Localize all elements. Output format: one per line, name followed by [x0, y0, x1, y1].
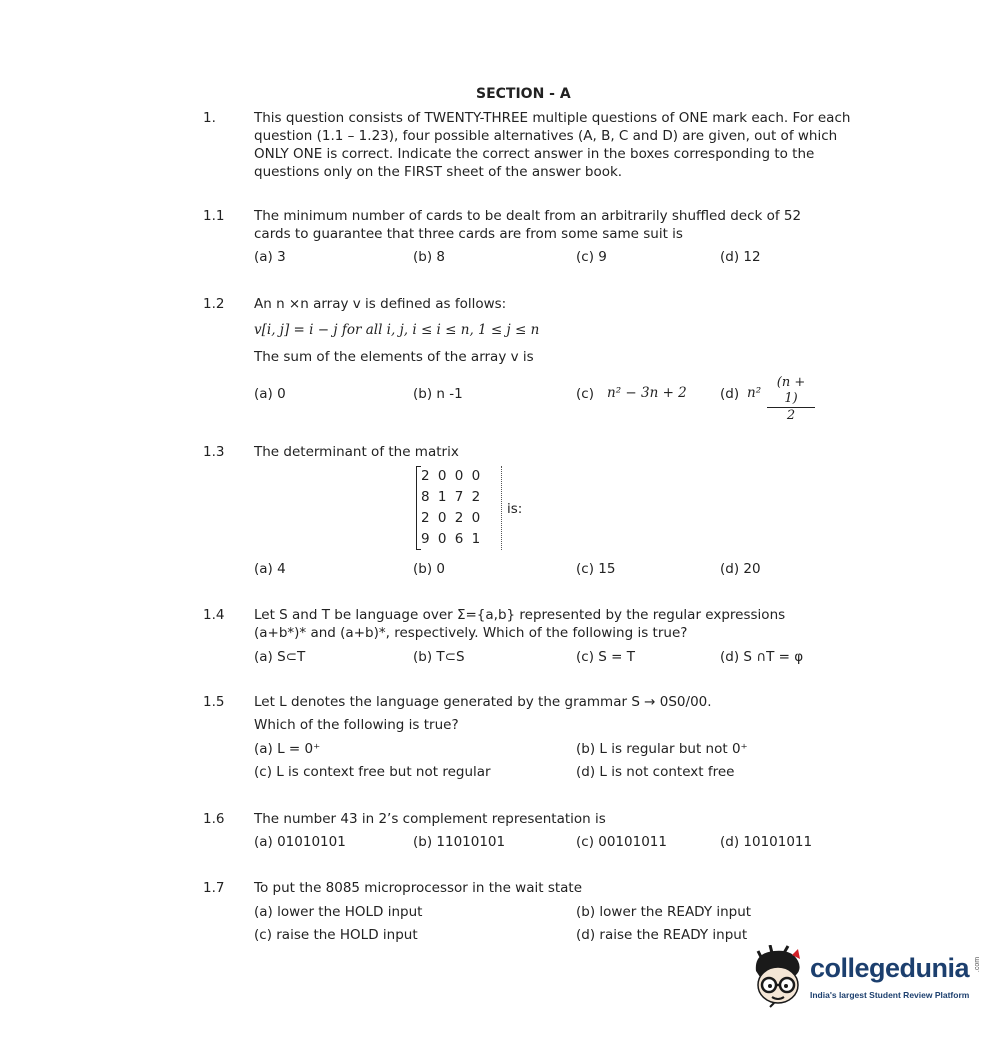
option-d: (d) raise the READY input [576, 927, 748, 943]
instructions-paragraph: This question consists of TWENTY-THREE multiple questions of ONE mark each. For each question (1.1 – 1.23), four possible alternatives (A, B, C and D) are given, out of which ONLY ONE is correct. Indicate the correct answer in the boxes corresponding to the questions only on the FIRST sheet of the answer book. [254, 110, 851, 180]
question-text: Which of the following is true? [254, 717, 459, 733]
option-d-fraction [767, 375, 815, 424]
option-b: (b) L is regular but not 0⁺ [576, 741, 748, 757]
matrix-row: 2 0 2 0 [421, 510, 481, 526]
fraction-numerator: (n + 1) [767, 375, 815, 408]
matrix-right-bracket [501, 466, 502, 550]
option-c: (c) raise the HOLD input [254, 927, 418, 943]
option-a: (a) 0 [254, 386, 286, 402]
matrix-row: 2 0 0 0 [421, 468, 481, 484]
option-c: (c) 00101011 [576, 834, 667, 850]
question-number: 1.1 [203, 208, 225, 224]
option-a: (a) lower the HOLD input [254, 904, 423, 920]
question-number: 1.6 [203, 811, 225, 827]
option-b: (b) lower the READY input [576, 904, 752, 920]
question-number: 1.3 [203, 444, 225, 460]
matrix-row: 8 1 7 2 [421, 489, 481, 505]
question-text: The minimum number of cards to be dealt from an arbitrarily shuffled deck of 52 [254, 208, 802, 224]
determinant-matrix [416, 466, 509, 550]
option-a: (a) 4 [254, 561, 286, 577]
option-d-prefix: n² [747, 385, 762, 401]
option-c: (c) S = T [576, 649, 635, 665]
question-text: The determinant of the matrix [254, 444, 459, 460]
question-number: 1. [203, 110, 216, 126]
option-d: (d) S ∩T = φ [720, 649, 804, 665]
matrix-row: 9 0 6 1 [421, 531, 481, 547]
question-text: cards to guarantee that three cards are from some same suit is [254, 226, 683, 242]
option-c: (c) 9 [576, 249, 607, 265]
matrix-suffix: is: [507, 501, 523, 517]
option-c: (c) L is context free but not regular [254, 764, 491, 780]
question-text: An n ×n array v is defined as follows: [254, 296, 507, 312]
option-c-expression: n² − 3n + 2 [607, 385, 687, 401]
question-text: The number 43 in 2’s complement representation is [254, 811, 606, 827]
option-b: (b) 0 [413, 561, 445, 577]
option-b: (b) 11010101 [413, 834, 506, 850]
array-definition-formula: v[i, j] = i − j for all i, j, i ≤ i ≤ n, 1 ≤ j ≤ n [254, 322, 540, 338]
question-text: (a+b*)* and (a+b)*, respectively. Which of the following is true? [254, 625, 688, 641]
question-number: 1.2 [203, 296, 225, 312]
option-d: (d) 10101011 [720, 834, 813, 850]
question-number: 1.7 [203, 880, 225, 896]
question-text: Let S and T be language over Σ={a,b} represented by the regular expressions [254, 607, 786, 623]
section-title: SECTION - A [476, 86, 571, 102]
option-a: (a) 3 [254, 249, 286, 265]
logo-domain: .com [974, 956, 982, 973]
question-text: To put the 8085 microprocessor in the wait state [254, 880, 583, 896]
option-d: (d) L is not context free [576, 764, 735, 780]
option-d: (d) 20 [720, 561, 761, 577]
logo-wordmark: collegedunia [810, 953, 970, 983]
question-number: 1.5 [203, 694, 225, 710]
option-a: (a) S⊂T [254, 649, 306, 665]
question-text: The sum of the elements of the array v is [254, 349, 534, 365]
collegedunia-logo [748, 945, 988, 1015]
option-b: (b) T⊂S [413, 649, 465, 665]
mascot-icon [748, 945, 808, 1009]
option-b: (b) n -1 [413, 386, 463, 402]
option-c: (c) 15 [576, 561, 616, 577]
logo-tagline: India's largest Student Review Platform [810, 990, 970, 1000]
option-c-label: (c) [576, 386, 594, 402]
option-b: (b) 8 [413, 249, 445, 265]
option-d-label: (d) [720, 386, 740, 402]
question-number: 1.4 [203, 607, 225, 623]
question-text: Let L denotes the language generated by the grammar S → 0S0/00. [254, 694, 712, 710]
option-d: (d) 12 [720, 249, 761, 265]
option-a: (a) L = 0⁺ [254, 741, 321, 757]
fraction-denominator: 2 [786, 408, 796, 423]
option-a: (a) 01010101 [254, 834, 346, 850]
